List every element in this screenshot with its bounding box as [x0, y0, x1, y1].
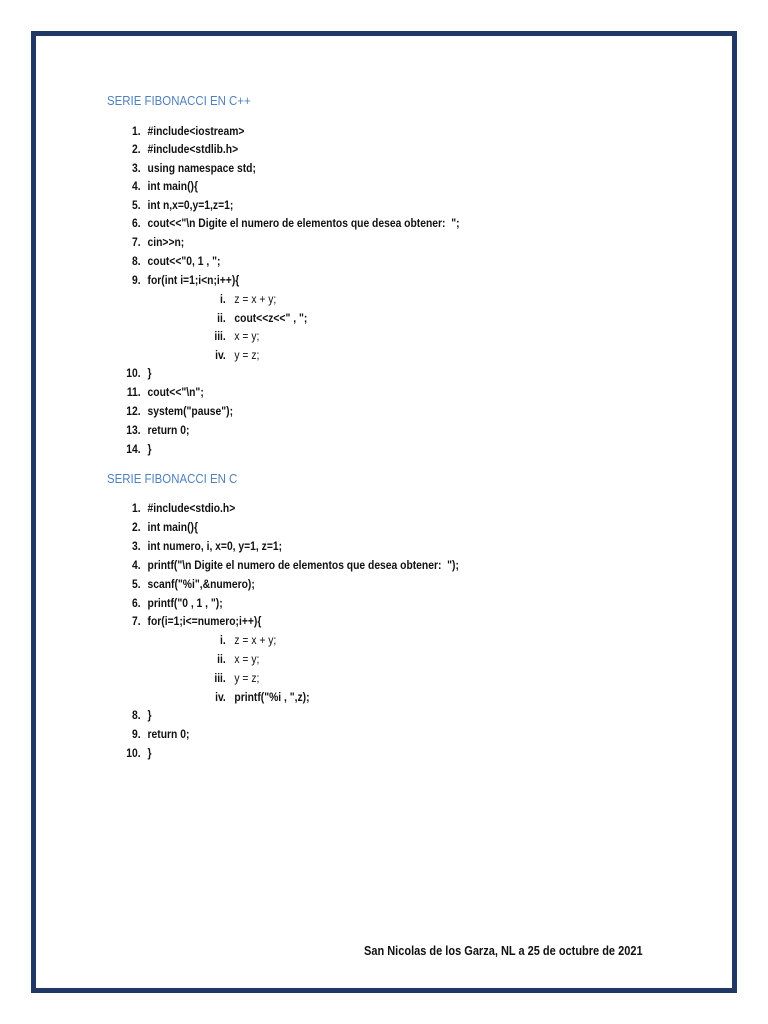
- subline-number: iv.: [215, 348, 226, 362]
- line-number: 13.: [126, 423, 141, 437]
- subline-number: ii.: [217, 311, 226, 325]
- code-text: printf("%i , ",z);: [234, 690, 310, 704]
- line-number: 1.: [132, 501, 141, 515]
- subline-number: iii.: [214, 671, 226, 685]
- line-number: 5.: [132, 198, 141, 212]
- code-line: [120, 161, 256, 175]
- line-number: 4.: [132, 558, 141, 572]
- code-text: return 0;: [147, 727, 190, 741]
- line-number: 11.: [126, 385, 141, 399]
- code-text: printf("0 , 1 , ");: [147, 596, 223, 610]
- footer-place-date: San Nicolas de los Garza, NL a 25 de octubre de 2021: [364, 944, 643, 958]
- line-number: 2.: [132, 142, 141, 156]
- line-number: 6.: [132, 596, 141, 610]
- code-text: for(int i=1;i<n;i++){: [147, 273, 240, 287]
- code-line: [120, 142, 238, 156]
- code-text: }: [147, 708, 152, 722]
- code-text: cout<<"\n Digite el numero de elementos que desea obtener: ";: [147, 216, 460, 230]
- code-text: for(i=1;i<=numero;i++){: [147, 614, 262, 628]
- code-text: printf("\n Digite el numero de elementos que desea obtener: ");: [147, 558, 459, 572]
- line-number: 1.: [132, 124, 141, 138]
- code-text: }: [147, 366, 152, 380]
- code-text: cin>>n;: [147, 235, 185, 249]
- code-line: [120, 708, 152, 722]
- line-number: 8.: [132, 254, 141, 268]
- code-line: [120, 273, 239, 287]
- code-line: [120, 577, 255, 591]
- line-number: 8.: [132, 708, 141, 722]
- code-line: [120, 442, 152, 456]
- line-number: 7.: [132, 235, 141, 249]
- line-number: 12.: [126, 404, 141, 418]
- code-line: [120, 385, 204, 399]
- line-number: 6.: [132, 216, 141, 230]
- code-text: using namespace std;: [147, 161, 256, 175]
- code-subline: [200, 633, 276, 647]
- code-subline: [200, 329, 259, 343]
- section-title-cpp: SERIE FIBONACCI EN C++: [107, 93, 251, 108]
- line-number: 14.: [126, 442, 141, 456]
- line-number: 9.: [132, 727, 141, 741]
- code-line: [120, 366, 152, 380]
- line-number: 10.: [126, 366, 141, 380]
- line-number: 4.: [132, 179, 141, 193]
- code-text: }: [147, 442, 152, 456]
- code-text: system("pause");: [147, 404, 234, 418]
- code-line: [120, 235, 184, 249]
- code-subline: [200, 311, 307, 325]
- code-subline: [200, 292, 276, 306]
- code-text: #include<iostream>: [147, 124, 245, 138]
- code-text: int n,x=0,y=1,z=1;: [147, 198, 234, 212]
- subline-number: iv.: [215, 690, 226, 704]
- code-line: [120, 216, 460, 230]
- code-text: z = x + y;: [234, 633, 277, 647]
- line-number: 3.: [132, 539, 141, 553]
- code-text: z = x + y;: [234, 292, 277, 306]
- line-number: 5.: [132, 577, 141, 591]
- code-text: x = y;: [234, 652, 260, 666]
- line-number: 9.: [132, 273, 141, 287]
- code-line: [120, 539, 282, 553]
- code-line: [120, 727, 189, 741]
- code-text: #include<stdlib.h>: [147, 142, 239, 156]
- subline-number: ii.: [217, 652, 226, 666]
- subline-number: i.: [220, 633, 226, 647]
- code-line: [120, 596, 223, 610]
- code-text: }: [147, 746, 152, 760]
- code-subline: [200, 652, 259, 666]
- code-text: scanf("%i",&numero);: [147, 577, 255, 591]
- code-line: [120, 746, 152, 760]
- code-subline: [200, 690, 310, 704]
- code-subline: [200, 348, 259, 362]
- code-line: [120, 124, 244, 138]
- code-text: x = y;: [234, 329, 260, 343]
- code-line: [120, 501, 235, 515]
- code-text: y = z;: [234, 348, 260, 362]
- line-number: 2.: [132, 520, 141, 534]
- code-line: [120, 423, 189, 437]
- code-line: [120, 404, 233, 418]
- code-text: cout<<"0, 1 , ";: [147, 254, 221, 268]
- line-number: 7.: [132, 614, 141, 628]
- code-text: cout<<z<<" , ";: [234, 311, 308, 325]
- code-line: [120, 558, 459, 572]
- code-text: y = z;: [234, 671, 260, 685]
- section-title-c: SERIE FIBONACCI EN C: [107, 471, 238, 486]
- subline-number: iii.: [214, 329, 226, 343]
- code-line: [120, 198, 233, 212]
- code-line: [120, 179, 198, 193]
- code-line: [120, 254, 220, 268]
- line-number: 3.: [132, 161, 141, 175]
- code-subline: [200, 671, 259, 685]
- code-line: [120, 614, 261, 628]
- code-text: int numero, i, x=0, y=1, z=1;: [147, 539, 283, 553]
- code-text: cout<<"\n";: [147, 385, 204, 399]
- code-line: [120, 520, 198, 534]
- code-text: #include<stdio.h>: [147, 501, 236, 515]
- line-number: 10.: [126, 746, 141, 760]
- code-text: int main(){: [147, 179, 198, 193]
- subline-number: i.: [220, 292, 226, 306]
- code-text: int main(){: [147, 520, 198, 534]
- code-text: return 0;: [147, 423, 190, 437]
